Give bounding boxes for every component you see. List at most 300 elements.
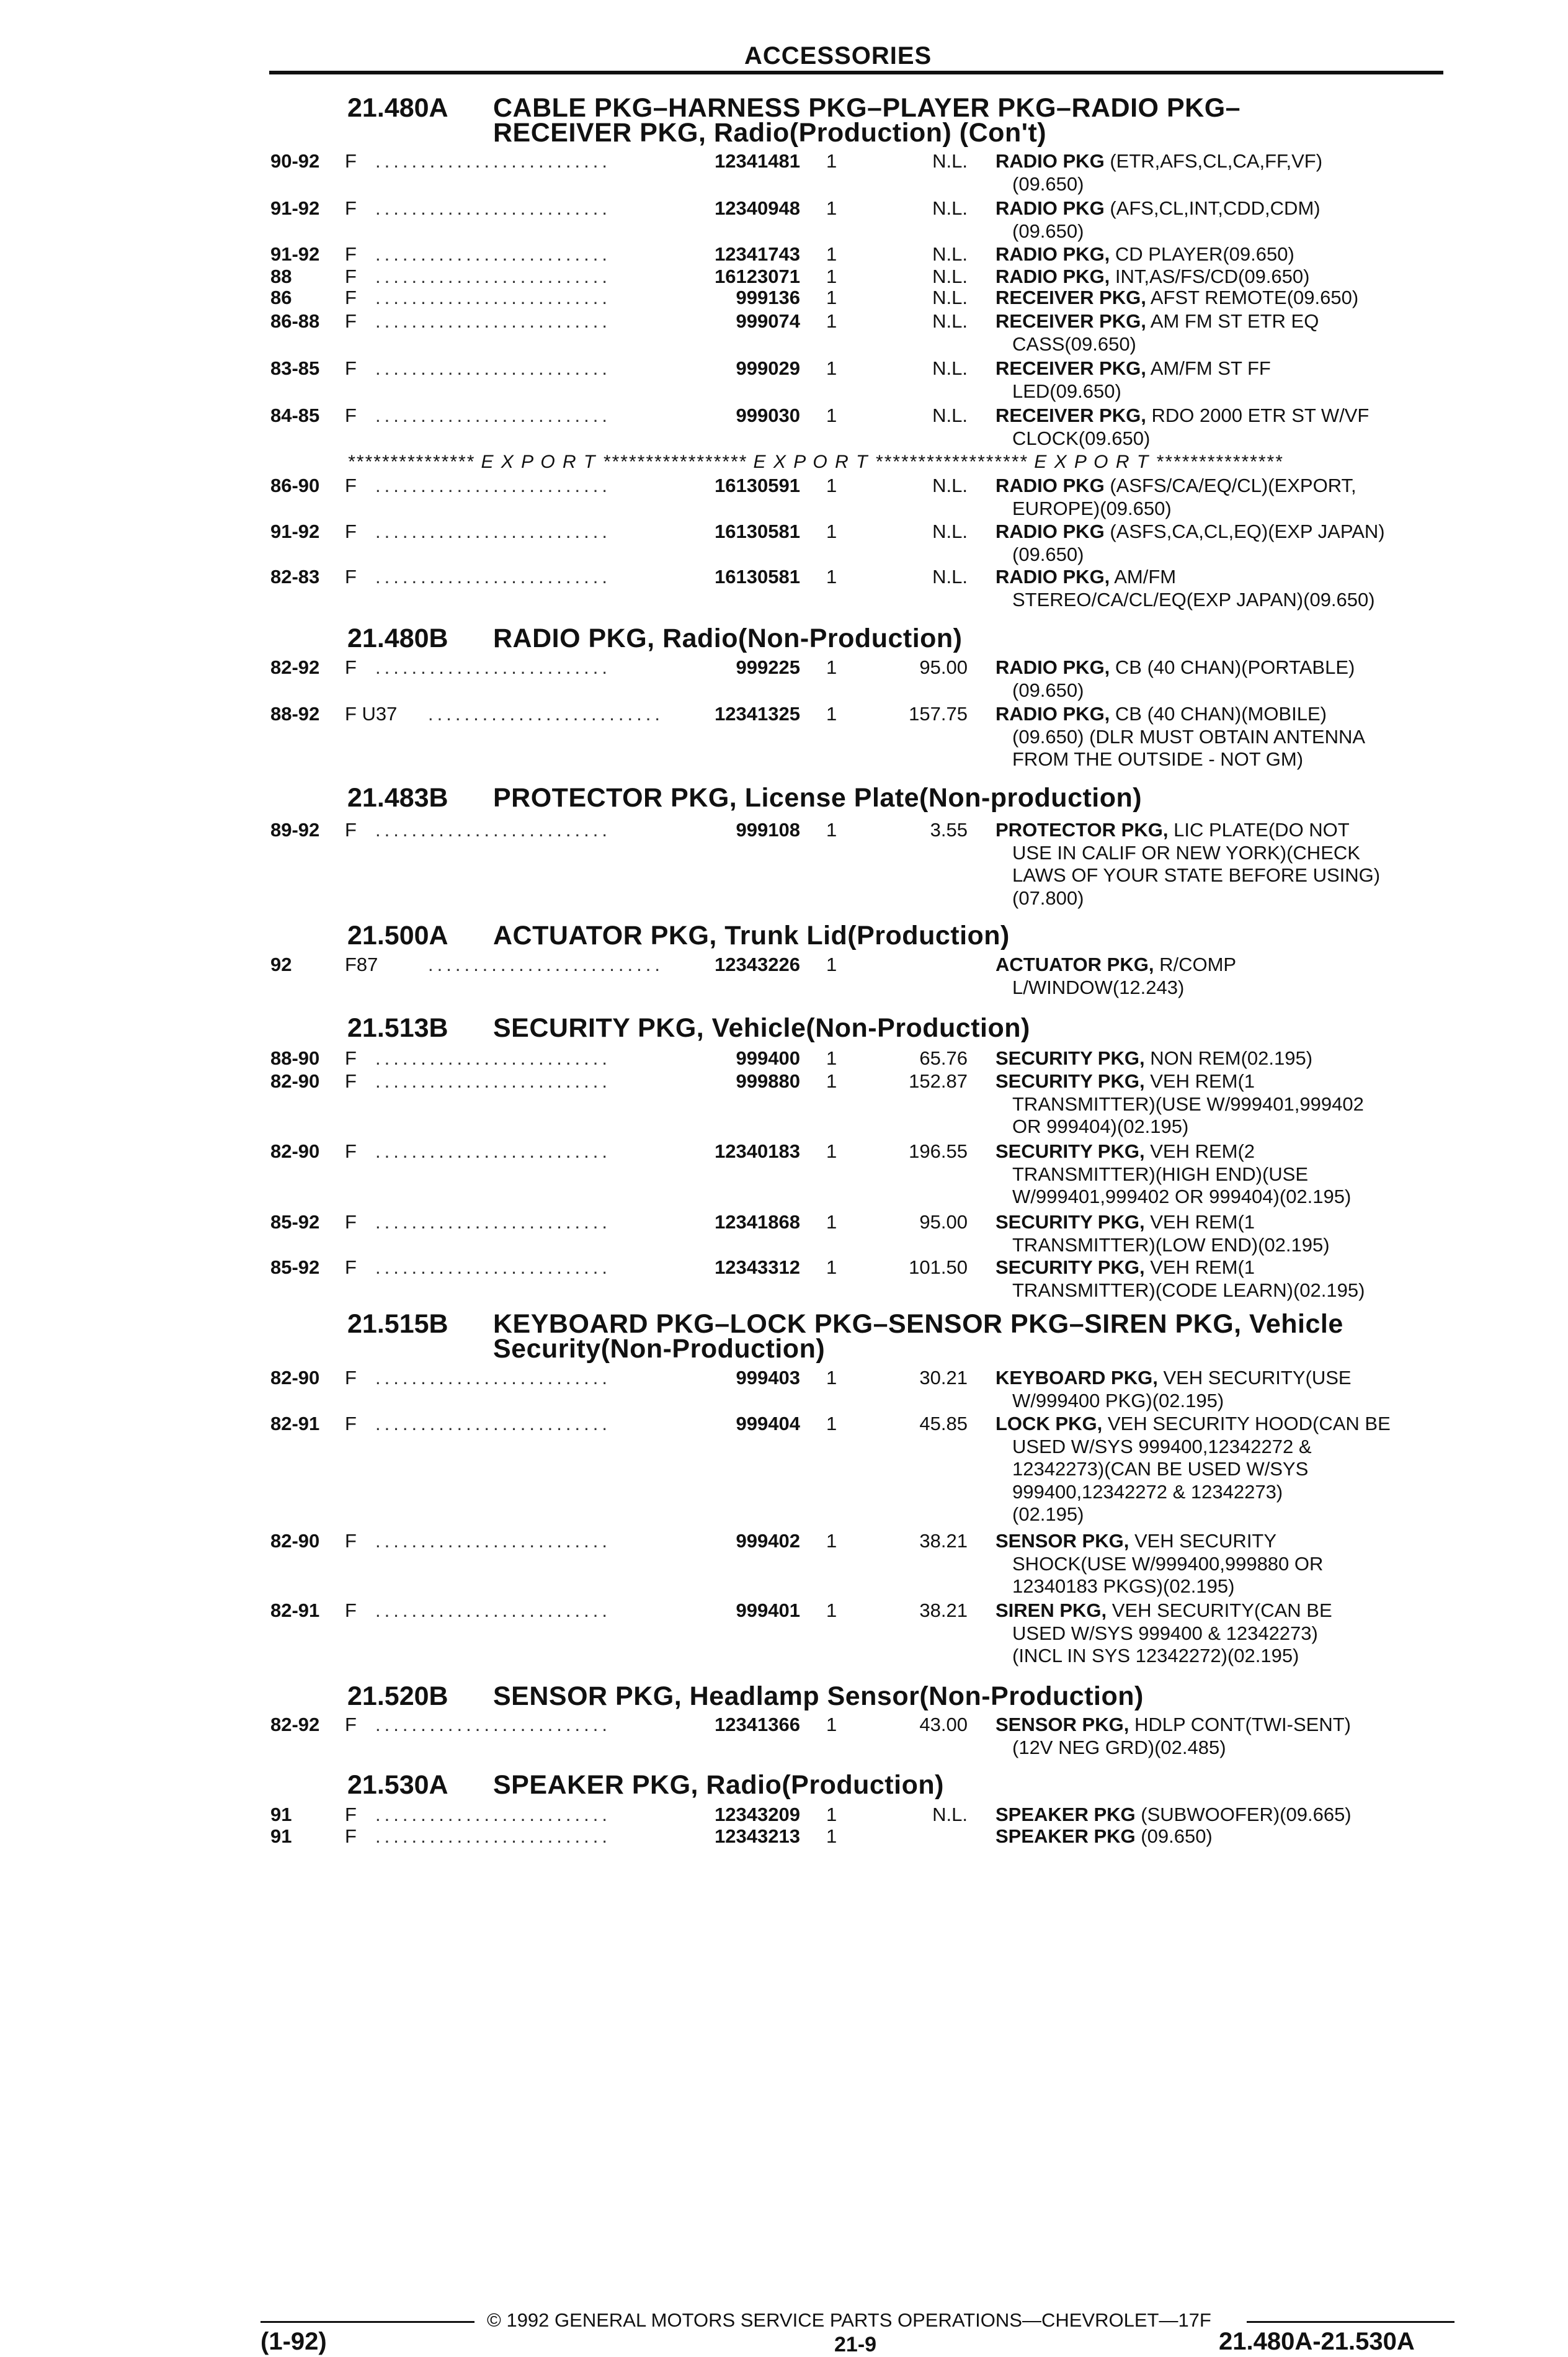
table-row	[0, 357, 1568, 402]
description	[996, 243, 1294, 266]
description-line: SHOCK(USE W/999400,999880 OR	[1012, 1552, 1324, 1575]
price: N.L.	[932, 357, 968, 379]
quantity: 1	[826, 266, 837, 287]
description-line: (12V NEG GRD)(02.485)	[1012, 1736, 1226, 1758]
series-code: F	[345, 266, 357, 287]
description-line: AFST REMOTE(09.650)	[1150, 287, 1359, 308]
series-code: F87	[345, 954, 378, 975]
model-years: 86-88	[270, 310, 320, 332]
price: 45.85	[919, 1413, 968, 1434]
description-line: AM/FM	[1114, 566, 1177, 588]
description	[996, 357, 1271, 380]
series-code: F	[345, 1599, 357, 1621]
quantity: 1	[826, 1367, 837, 1389]
quantity: 1	[826, 197, 837, 219]
leader-dots: ..........................	[375, 1140, 611, 1162]
model-years: 91	[270, 1804, 292, 1825]
series-code: F	[345, 243, 357, 265]
series-code: F	[345, 1140, 357, 1162]
price: 30.21	[919, 1367, 968, 1389]
description-line: LIC PLATE(DO NOT	[1174, 819, 1350, 841]
leader-dots: ..........................	[375, 656, 611, 678]
price: 196.55	[909, 1140, 968, 1162]
quantity: 1	[826, 819, 837, 841]
table-row	[0, 243, 1568, 265]
series-code: F	[345, 656, 357, 678]
description	[996, 1413, 1391, 1435]
description-line: CLOCK(09.650)	[1012, 427, 1151, 449]
part-number: 12341743	[715, 243, 800, 265]
quantity: 1	[826, 1070, 837, 1092]
series-code: F	[345, 521, 357, 542]
description	[996, 150, 1322, 172]
description-line: (09.650)	[1012, 679, 1084, 701]
model-years: 90-92	[270, 150, 320, 172]
description-line: (09.650)	[1012, 172, 1084, 195]
space	[1110, 656, 1115, 678]
series-code: F	[345, 150, 357, 172]
description-line: TRANSMITTER)(LOW END)(02.195)	[1012, 1233, 1330, 1256]
description	[996, 1599, 1332, 1622]
part-number: 999136	[736, 287, 800, 308]
price: 95.00	[919, 656, 968, 678]
description-line: HDLP CONT(TWI-SENT)	[1134, 1714, 1351, 1735]
description-line: TRANSMITTER)(CODE LEARN)(02.195)	[1012, 1279, 1365, 1301]
description-name: SECURITY PKG,	[996, 1140, 1145, 1162]
description	[996, 197, 1321, 220]
page-title: ACCESSORIES	[744, 42, 932, 69]
section-number: 21.480A	[347, 93, 448, 123]
series-code: F	[345, 1413, 357, 1434]
description-line: RDO 2000 ETR ST W/VF	[1151, 405, 1370, 426]
description-line: TRANSMITTER)(HIGH END)(USE	[1012, 1163, 1309, 1185]
space	[1136, 1825, 1141, 1847]
series-code: F	[345, 1211, 357, 1233]
model-years: 82-91	[270, 1413, 320, 1434]
description-line: TRANSMITTER)(USE W/999401,999402	[1012, 1093, 1364, 1115]
price: 65.76	[919, 1047, 968, 1069]
description-line: (ASFS/CA/EQ/CL)(EXPORT,	[1110, 475, 1356, 496]
description-line: W/999401,999402 OR 999404)(02.195)	[1012, 1186, 1352, 1207]
space	[1129, 1714, 1134, 1735]
footer-date: (1-92)	[261, 2328, 327, 2355]
price: N.L.	[932, 243, 968, 265]
part-number: 16130581	[715, 566, 800, 588]
leader-dots: ..........................	[375, 1714, 611, 1735]
leader-dots: ..........................	[375, 1530, 611, 1552]
quantity: 1	[826, 1211, 837, 1233]
section-title-cont: Security(Non-Production)	[493, 1334, 826, 1364]
table-row	[0, 1825, 1568, 1847]
section-number: 21.513B	[347, 1013, 448, 1043]
description-name: RADIO PKG	[996, 475, 1105, 496]
leader-dots: ..........................	[375, 405, 611, 426]
part-number: 16130591	[715, 475, 800, 496]
description-line: CB (40 CHAN)(PORTABLE)	[1115, 656, 1355, 678]
description-line: (AFS,CL,INT,CDD,CDM)	[1110, 197, 1321, 219]
description	[996, 1070, 1255, 1093]
section-number: 21.483B	[347, 783, 448, 813]
description-line: VEH REM(1	[1150, 1256, 1255, 1278]
series-code: F	[345, 1256, 357, 1278]
description-name: SIREN PKG,	[996, 1599, 1107, 1621]
space	[1129, 1530, 1134, 1552]
leader-dots: ..........................	[375, 1413, 611, 1434]
leader-dots: ..........................	[375, 566, 611, 588]
quantity: 1	[826, 521, 837, 542]
part-number: 12343312	[715, 1256, 800, 1278]
space	[1110, 243, 1115, 265]
leader-dots: ..........................	[375, 1804, 611, 1825]
series-code: F U37	[345, 703, 398, 725]
section-number: 21.515B	[347, 1309, 448, 1339]
series-code: F	[345, 1804, 357, 1825]
price: N.L.	[932, 287, 968, 308]
description-name: KEYBOARD PKG,	[996, 1367, 1158, 1389]
leader-dots: ..........................	[375, 1825, 611, 1847]
description-name: ACTUATOR PKG,	[996, 954, 1154, 975]
description-line: VEH SECURITY HOOD(CAN BE	[1107, 1413, 1391, 1434]
description-name: SECURITY PKG,	[996, 1256, 1145, 1278]
series-code: F	[345, 819, 357, 841]
space	[1110, 266, 1115, 287]
part-number: 12343226	[715, 954, 800, 975]
section-number: 21.480B	[347, 624, 448, 653]
table-row	[0, 310, 1568, 355]
footer-copyright: © 1992 GENERAL MOTORS SERVICE PARTS OPERATIONS—CHEVROLET—17F	[487, 2309, 1211, 2331]
description	[996, 475, 1356, 497]
part-number: 999225	[736, 656, 800, 678]
description-line: VEH SECURITY	[1134, 1530, 1277, 1552]
quantity: 1	[826, 405, 837, 426]
leader-dots: ..........................	[375, 1070, 611, 1092]
model-years: 89-92	[270, 819, 320, 841]
leader-dots: ..........................	[375, 475, 611, 496]
description-line: VEH REM(2	[1150, 1140, 1255, 1162]
space	[1154, 954, 1159, 975]
quantity: 1	[826, 1140, 837, 1162]
series-code: F	[345, 1367, 357, 1389]
section-title: PROTECTOR PKG, License Plate(Non-production)	[493, 783, 1143, 813]
space	[1110, 703, 1115, 725]
quantity: 1	[826, 310, 837, 332]
quantity: 1	[826, 1413, 837, 1434]
part-number: 999401	[736, 1599, 800, 1621]
description-name: PROTECTOR PKG,	[996, 819, 1169, 841]
leader-dots: ..........................	[375, 310, 611, 332]
price: N.L.	[932, 150, 968, 172]
part-number: 12343209	[715, 1804, 800, 1825]
table-row	[0, 150, 1568, 195]
part-number: 999403	[736, 1367, 800, 1389]
quantity: 1	[826, 243, 837, 265]
price: N.L.	[932, 405, 968, 426]
leader-dots: ..........................	[375, 287, 611, 308]
description	[996, 1825, 1213, 1848]
space	[1136, 1804, 1141, 1825]
description-line: 999400,12342272 & 12342273)	[1012, 1480, 1283, 1503]
model-years: 85-92	[270, 1256, 320, 1278]
series-code: F	[345, 287, 357, 308]
description	[996, 521, 1385, 543]
description-line: (09.650)	[1012, 220, 1084, 242]
description-line: R/COMP	[1159, 954, 1237, 975]
description-line: AM/FM ST FF	[1150, 357, 1271, 379]
quantity: 1	[826, 1714, 837, 1735]
series-code: F	[345, 357, 357, 379]
description	[996, 1367, 1352, 1389]
description-name: SENSOR PKG,	[996, 1530, 1129, 1552]
space	[1146, 405, 1152, 426]
price: 38.21	[919, 1530, 968, 1552]
description	[996, 703, 1327, 725]
series-code: F	[345, 405, 357, 426]
series-code: F	[345, 1047, 357, 1069]
footer-section-range: 21.480A-21.530A	[1219, 2328, 1415, 2355]
description-line: CB (40 CHAN)(MOBILE)	[1115, 703, 1327, 725]
model-years: 85-92	[270, 1211, 320, 1233]
quantity: 1	[826, 566, 837, 588]
leader-dots: ..........................	[375, 1599, 611, 1621]
table-row	[0, 703, 1568, 770]
table-row	[0, 1599, 1568, 1666]
part-number: 999108	[736, 819, 800, 841]
table-row	[0, 1211, 1568, 1256]
description-line: CASS(09.650)	[1012, 333, 1136, 355]
description-line: W/999400 PKG)(02.195)	[1012, 1389, 1224, 1411]
quantity: 1	[826, 150, 837, 172]
description-name: SENSOR PKG,	[996, 1714, 1129, 1735]
description-line: USED W/SYS 999400 & 12342273)	[1012, 1622, 1318, 1644]
quantity: 1	[826, 954, 837, 975]
section-title: KEYBOARD PKG–LOCK PKG–SENSOR PKG–SIREN PKG, Vehicle	[493, 1309, 1343, 1339]
description-name: RECEIVER PKG,	[996, 287, 1146, 308]
part-number: 12343213	[715, 1825, 800, 1847]
description	[996, 1530, 1276, 1552]
description-line: VEH REM(1	[1150, 1211, 1255, 1233]
leader-dots: ..........................	[375, 197, 611, 219]
description-line: FROM THE OUTSIDE - NOT GM)	[1012, 748, 1304, 770]
model-years: 82-90	[270, 1070, 320, 1092]
description	[996, 1211, 1255, 1233]
description-line: OR 999404)(02.195)	[1012, 1116, 1189, 1137]
model-years: 84-85	[270, 405, 320, 426]
header-rule	[269, 71, 1443, 74]
series-code: F	[345, 566, 357, 588]
description-line: (02.195)	[1012, 1503, 1084, 1525]
leader-dots: ..........................	[375, 1256, 611, 1278]
part-number: 999029	[736, 357, 800, 379]
description-line: (SUBWOOFER)(09.665)	[1141, 1804, 1352, 1825]
description-name: SPEAKER PKG	[996, 1804, 1136, 1825]
table-row	[0, 1530, 1568, 1597]
footer-rule-left	[261, 2321, 474, 2323]
part-number: 16130581	[715, 521, 800, 542]
section-title: SENSOR PKG, Headlamp Sensor(Non-Production)	[493, 1681, 1144, 1711]
description-name: RADIO PKG,	[996, 566, 1110, 588]
section-title: ACTUATOR PKG, Trunk Lid(Production)	[493, 921, 1010, 950]
description	[996, 819, 1350, 841]
footer-page-number: 21-9	[834, 2333, 877, 2356]
description-line: INT,AS/FS/CD(09.650)	[1115, 266, 1310, 287]
price: 38.21	[919, 1599, 968, 1621]
section-number: 21.530A	[347, 1770, 448, 1800]
space	[1145, 1140, 1151, 1162]
description	[996, 310, 1319, 333]
price: N.L.	[932, 197, 968, 219]
part-number: 12341325	[715, 703, 800, 725]
part-number: 999880	[736, 1070, 800, 1092]
leader-dots: ..........................	[375, 150, 611, 172]
price: N.L.	[932, 266, 968, 287]
part-number: 999400	[736, 1047, 800, 1069]
description-line: (09.650) (DLR MUST OBTAIN ANTENNA	[1012, 725, 1366, 748]
model-years: 91-92	[270, 197, 320, 219]
price: 95.00	[919, 1211, 968, 1233]
leader-dots: ..........................	[375, 1211, 611, 1233]
series-code: F	[345, 197, 357, 219]
model-years: 91-92	[270, 521, 320, 542]
model-years: 86	[270, 287, 292, 308]
quantity: 1	[826, 1047, 837, 1069]
space	[1146, 357, 1151, 379]
description-line: 12340183 PKGS)(02.195)	[1012, 1575, 1235, 1597]
model-years: 82-90	[270, 1140, 320, 1162]
table-row	[0, 819, 1568, 909]
description-name: RADIO PKG,	[996, 266, 1110, 287]
table-row	[0, 656, 1568, 701]
part-number: 999402	[736, 1530, 800, 1552]
description-name: RADIO PKG,	[996, 703, 1110, 725]
section-number: 21.520B	[347, 1681, 448, 1711]
part-number: 999074	[736, 310, 800, 332]
description-line: (07.800)	[1012, 887, 1084, 909]
description-name: SECURITY PKG,	[996, 1047, 1145, 1069]
model-years: 82-83	[270, 566, 320, 588]
description-name: RADIO PKG,	[996, 243, 1110, 265]
model-years: 83-85	[270, 357, 320, 379]
quantity: 1	[826, 1599, 837, 1621]
series-code: F	[345, 475, 357, 496]
space	[1145, 1070, 1151, 1092]
part-number: 12340183	[715, 1140, 800, 1162]
part-number: 12341868	[715, 1211, 800, 1233]
price: N.L.	[932, 566, 968, 588]
section-title-cont: RECEIVER PKG, Radio(Production) (Con't)	[493, 118, 1047, 148]
description	[996, 287, 1358, 309]
description-line: (09.650)	[1141, 1825, 1213, 1847]
price: N.L.	[932, 1804, 968, 1825]
quantity: 1	[826, 475, 837, 496]
description	[996, 266, 1309, 288]
price: 157.75	[909, 703, 968, 725]
table-row	[0, 1140, 1568, 1207]
description-line: CD PLAYER(09.650)	[1115, 243, 1294, 265]
space	[1146, 310, 1151, 332]
series-code: F	[345, 1070, 357, 1092]
price: 152.87	[909, 1070, 968, 1092]
price: N.L.	[932, 475, 968, 496]
leader-dots: ..........................	[375, 357, 611, 379]
space	[1145, 1047, 1151, 1069]
description	[996, 954, 1236, 976]
footer-rule-right	[1247, 2321, 1454, 2323]
quantity: 1	[826, 1804, 837, 1825]
description-name: RECEIVER PKG,	[996, 405, 1146, 426]
space	[1168, 819, 1174, 841]
description-line: (09.650)	[1012, 543, 1084, 565]
part-number: 12341366	[715, 1714, 800, 1735]
description-name: RECEIVER PKG,	[996, 357, 1146, 379]
leader-dots: ..........................	[428, 954, 664, 975]
description-line: USED W/SYS 999400,12342272 &	[1012, 1435, 1312, 1457]
description-name: SPEAKER PKG	[996, 1825, 1136, 1847]
part-number: 12341481	[715, 150, 800, 172]
price: N.L.	[932, 521, 968, 542]
description-line: L/WINDOW(12.243)	[1012, 976, 1185, 998]
description	[996, 1140, 1255, 1163]
quantity: 1	[826, 703, 837, 725]
leader-dots: ..........................	[375, 521, 611, 542]
model-years: 91	[270, 1825, 292, 1847]
part-number: 999404	[736, 1413, 800, 1434]
description-name: SECURITY PKG,	[996, 1070, 1145, 1092]
description	[996, 566, 1176, 588]
leader-dots: ..........................	[375, 1367, 611, 1389]
quantity: 1	[826, 656, 837, 678]
description-line: (ETR,AFS,CL,CA,FF,VF)	[1110, 150, 1323, 172]
price: 3.55	[930, 819, 968, 841]
section-number: 21.500A	[347, 921, 448, 950]
description-line: 12342273)(CAN BE USED W/SYS	[1012, 1458, 1309, 1480]
description-name: RADIO PKG	[996, 197, 1105, 219]
description-line: AM FM ST ETR EQ	[1150, 310, 1319, 332]
leader-dots: ..........................	[375, 819, 611, 841]
leader-dots: ..........................	[428, 703, 664, 725]
leader-dots: ..........................	[375, 243, 611, 265]
model-years: 92	[270, 954, 292, 975]
section-title: SPEAKER PKG, Radio(Production)	[493, 1770, 944, 1800]
description-line: VEH SECURITY(USE	[1163, 1367, 1352, 1389]
description	[996, 1804, 1352, 1826]
table-row	[0, 1047, 1568, 1069]
description	[996, 1047, 1312, 1070]
description-line: VEH SECURITY(CAN BE	[1111, 1599, 1332, 1621]
description-line: STEREO/CA/CL/EQ(EXP JAPAN)(09.650)	[1012, 588, 1375, 610]
model-years: 91-92	[270, 243, 320, 265]
description-name: RADIO PKG	[996, 521, 1105, 542]
section-title: CABLE PKG–HARNESS PKG–PLAYER PKG–RADIO PKG–	[493, 93, 1241, 123]
series-code: F	[345, 310, 357, 332]
export-divider: *************** E X P O R T ***************** E X P O R T ****************** E X P O R T ***************	[347, 452, 1283, 472]
model-years: 82-91	[270, 1599, 320, 1621]
model-years: 82-92	[270, 1714, 320, 1735]
leader-dots: ..........................	[375, 1047, 611, 1069]
table-row	[0, 1070, 1568, 1137]
description-name: RECEIVER PKG,	[996, 310, 1146, 332]
section-title: RADIO PKG, Radio(Non-Production)	[493, 624, 963, 653]
model-years: 88-90	[270, 1047, 320, 1069]
table-row	[0, 1256, 1568, 1301]
description-name: RADIO PKG	[996, 150, 1105, 172]
part-number: 12340948	[715, 197, 800, 219]
quantity: 1	[826, 1825, 837, 1847]
space	[1107, 1599, 1112, 1621]
model-years: 82-90	[270, 1530, 320, 1552]
description-line: USE IN CALIF OR NEW YORK)(CHECK	[1012, 841, 1360, 864]
model-years: 88	[270, 266, 292, 287]
quantity: 1	[826, 1530, 837, 1552]
